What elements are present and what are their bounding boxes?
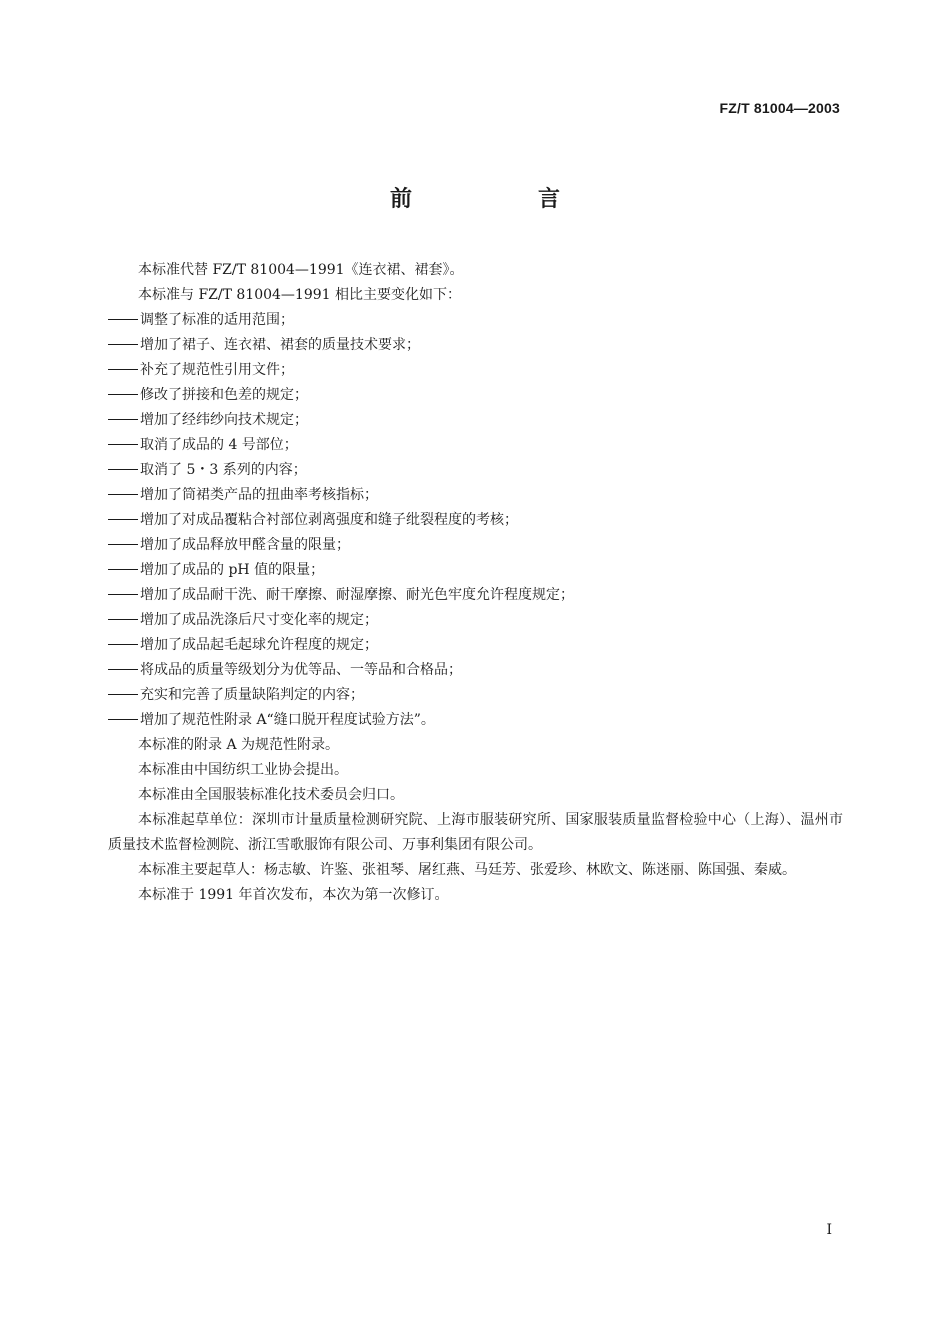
change-item: 修改了拼接和色差的规定； — [108, 383, 843, 408]
change-item: 增加了裙子、连衣裙、裙套的质量技术要求； — [108, 333, 843, 358]
dash-mark — [108, 469, 138, 470]
dash-mark — [108, 319, 138, 320]
paragraph-proposed-by: 本标准由中国纺织工业协会提出。 — [138, 762, 348, 778]
dash-mark — [108, 694, 138, 695]
standard-code: FZ/T 81004—2003 — [719, 100, 840, 116]
dash-mark — [108, 669, 138, 670]
dash-mark — [108, 344, 138, 345]
foreword-body — [108, 258, 843, 908]
dash-mark — [108, 494, 138, 495]
change-item: 增加了成品耐干洗、耐干摩擦、耐湿摩擦、耐光色牢度允许程度规定； — [108, 583, 843, 608]
dash-mark — [108, 444, 138, 445]
dash-mark — [108, 644, 138, 645]
dash-mark — [108, 369, 138, 370]
dash-mark — [108, 419, 138, 420]
paragraph-drafting-units: 本标准起草单位：深圳市计量质量检测研究院、上海市服装研究所、国家服装质量监督检验中心（上海）、温州市质量技术监督检测院、浙江雪歌服饰有限公司、万事利集团有限公司。 — [108, 812, 843, 853]
change-item: 增加了规范性附录 A“缝口脱开程度试验方法”。 — [108, 708, 843, 733]
paragraph-managed-by: 本标准由全国服装标准化技术委员会归口。 — [138, 787, 404, 803]
change-item: 增加了成品释放甲醛含量的限量； — [108, 533, 843, 558]
dash-mark — [108, 519, 138, 520]
dash-mark — [108, 544, 138, 545]
change-item: 增加了成品洗涤后尺寸变化率的规定； — [108, 608, 843, 633]
paragraph-appendix: 本标准的附录 A 为规范性附录。 — [138, 737, 340, 753]
changes-list — [108, 308, 843, 733]
page-title: 前 言 — [389, 187, 612, 212]
paragraph-history: 本标准于 1991 年首次发布，本次为第一次修订。 — [138, 887, 449, 903]
change-item: 充实和完善了质量缺陷判定的内容； — [108, 683, 843, 708]
paragraph-drafters: 本标准主要起草人：杨志敏、许鉴、张祖琴、屠红燕、马廷芳、张爱珍、林欧文、陈迷丽、陈国强、秦威。 — [138, 862, 796, 878]
change-item: 增加了经纬纱向技术规定； — [108, 408, 843, 433]
paragraph-changes-intro: 本标准与 FZ/T 81004—1991 相比主要变化如下： — [138, 287, 462, 303]
change-item: 补充了规范性引用文件； — [108, 358, 843, 383]
change-item: 取消了 5・3 系列的内容； — [108, 458, 843, 483]
change-item: 增加了成品的 pH 值的限量； — [108, 558, 843, 583]
dash-mark — [108, 594, 138, 595]
change-item: 增加了对成品覆粘合衬部位剥离强度和缝子纰裂程度的考核； — [108, 508, 843, 533]
paragraph-replaces: 本标准代替 FZ/T 81004—1991《连衣裙、裙套》。 — [138, 262, 464, 278]
dash-mark — [108, 719, 138, 720]
dash-mark — [108, 394, 138, 395]
change-item: 增加了筒裙类产品的扭曲率考核指标； — [108, 483, 843, 508]
change-item: 取消了成品的 4 号部位； — [108, 433, 843, 458]
page-number: I — [826, 1222, 832, 1238]
change-item: 将成品的质量等级划分为优等品、一等品和合格品； — [108, 658, 843, 683]
dash-mark — [108, 619, 138, 620]
change-item: 调整了标准的适用范围； — [108, 308, 843, 333]
dash-mark — [108, 569, 138, 570]
change-item: 增加了成品起毛起球允许程度的规定； — [108, 633, 843, 658]
